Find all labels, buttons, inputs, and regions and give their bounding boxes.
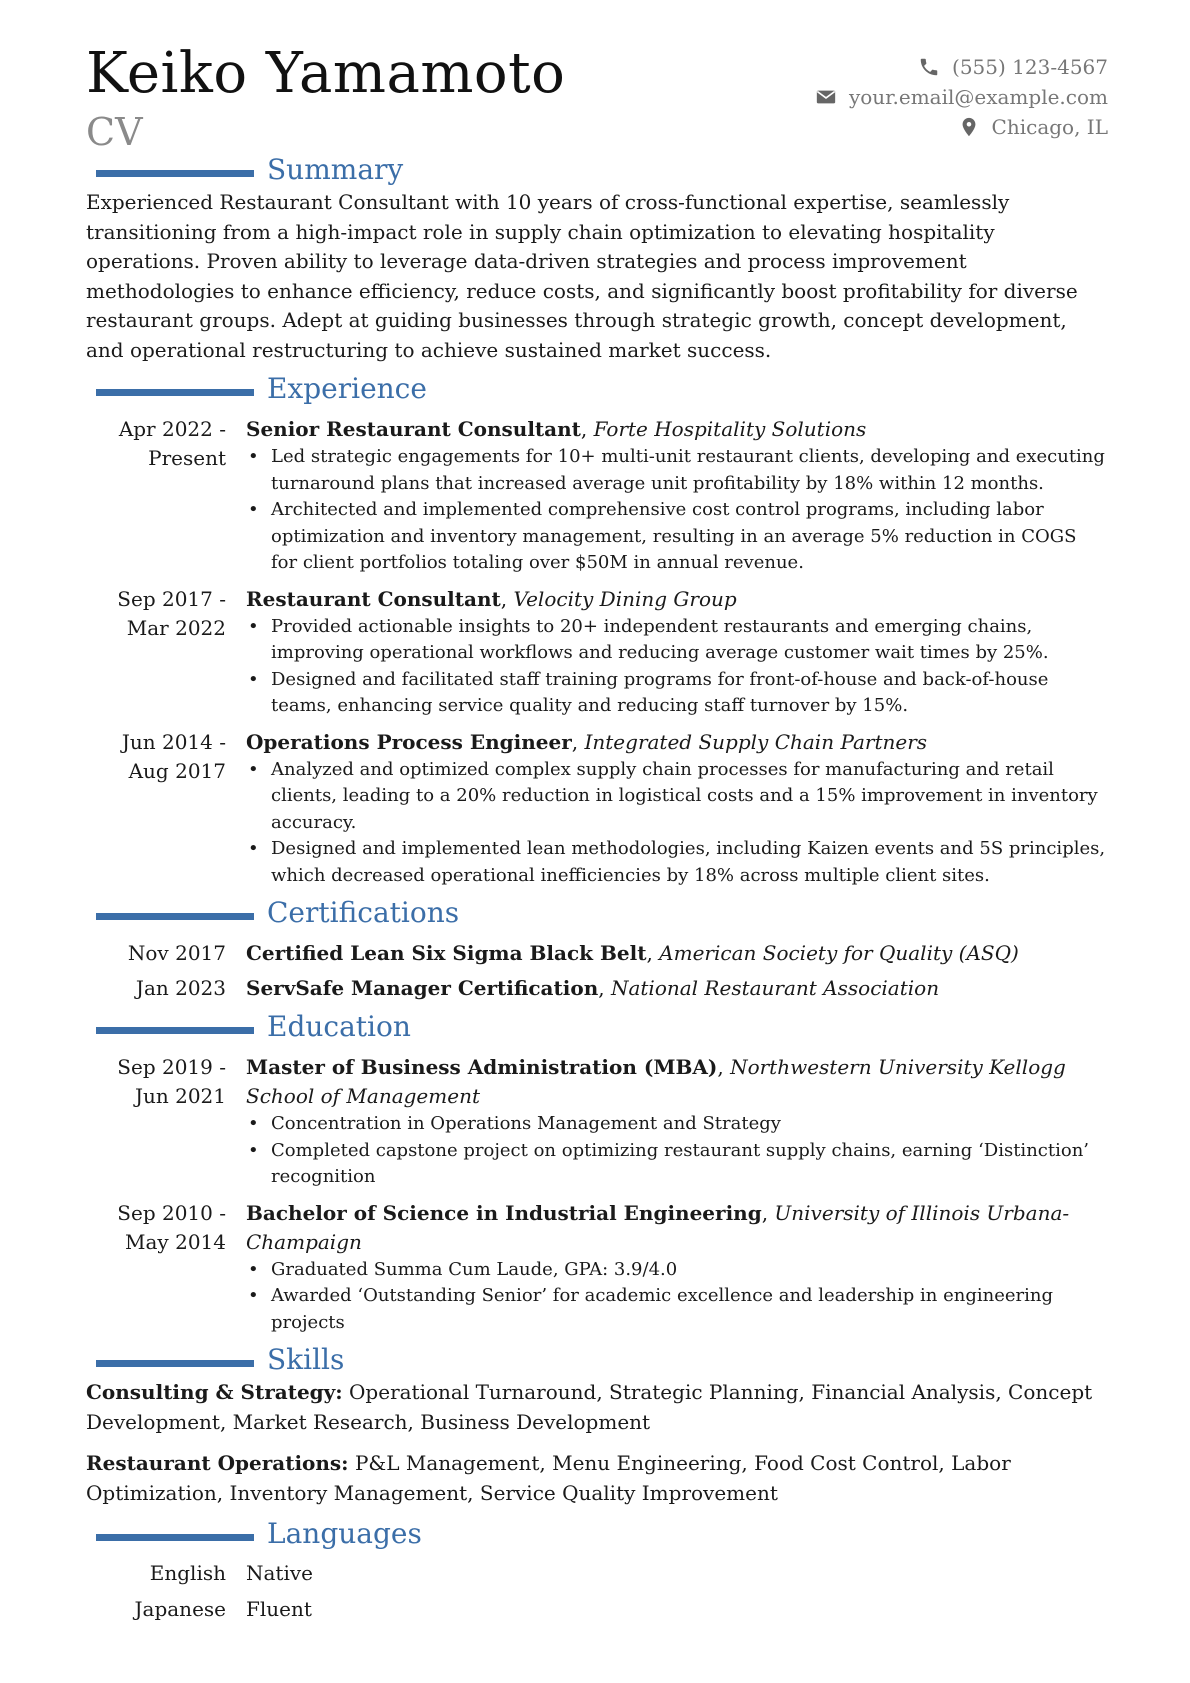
- education-heading: [86, 1010, 1108, 1045]
- skill-group-label: Restaurant Operations:: [86, 1451, 349, 1475]
- entry-date: Sep 2019 - Jun 2021: [117, 1055, 226, 1108]
- entry-body: [246, 939, 1108, 968]
- section-title: Education: [267, 1010, 411, 1043]
- email-text[interactable]: your.email@example.com: [848, 85, 1108, 109]
- certification-entry: [86, 939, 1108, 968]
- employer: Forte Hospitality Solutions: [593, 417, 867, 441]
- degree: Bachelor of Science in Industrial Engineering: [246, 1200, 762, 1225]
- entry-heading: Operations Process Engineer, Integrated Supply Chain Partners: [246, 729, 928, 754]
- experience-heading: [86, 372, 1108, 407]
- contact-location: [815, 112, 1108, 142]
- section-title: Experience: [267, 372, 427, 405]
- experience-entry: [86, 728, 1108, 890]
- languages-heading: [86, 1517, 1108, 1552]
- entry-date: Sep 2010 - May 2014: [117, 1200, 226, 1254]
- entry-date: Nov 2017: [127, 941, 226, 965]
- language-row: [86, 1559, 1108, 1588]
- job-title: Restaurant Consultant: [246, 586, 501, 611]
- person-name: Keiko Yamamoto: [86, 41, 566, 106]
- entry-heading: Master of Business Administration (MBA), Northwestern University Kellogg School of Management: [246, 1055, 1066, 1108]
- entry-body: [246, 1053, 1108, 1191]
- education-entry: [86, 1199, 1108, 1337]
- bullet-list: [246, 614, 1108, 720]
- certifications-heading: [86, 896, 1108, 931]
- employer: Velocity Dining Group: [513, 586, 737, 611]
- skill-group: [86, 1449, 1108, 1508]
- bullet-list: [246, 444, 1108, 577]
- bullet-item: • Led strategic engagements for 10+ multi-unit restaurant clients, developing and executing turnaround plans that increased average unit profitability by 18% within 12 months.: [271, 444, 1108, 497]
- map-pin-icon: [958, 116, 980, 138]
- bullet-list: [246, 757, 1108, 890]
- header: [86, 0, 1108, 152]
- contact-email[interactable]: [815, 82, 1108, 112]
- entry-body: [246, 585, 1108, 720]
- section-bar: [96, 1534, 254, 1541]
- job-title: Senior Restaurant Consultant: [246, 417, 581, 441]
- section-title: Summary: [267, 153, 404, 186]
- location-text: Chicago, IL: [991, 115, 1108, 139]
- skill-group-text: Operational Turnaround, Strategic Planning, Financial Analysis, Concept Development, Market Research, Business Development: [86, 1380, 1093, 1434]
- skill-group: [86, 1378, 1108, 1437]
- certification-entry: [86, 974, 1108, 1003]
- phone-icon: [918, 56, 940, 78]
- bullet-item: • Provided actionable insights to 20+ independent restaurants and emerging chains, improving operational workflows and reducing average customer wait times by 25%.: [271, 614, 1108, 667]
- entry-heading: Senior Restaurant Consultant, Forte Hospitality Solutions: [246, 417, 867, 441]
- contact-phone: [815, 52, 1108, 82]
- entry-heading: ServSafe Manager Certification, National Restaurant Association: [246, 976, 940, 1000]
- summary-heading: [86, 153, 1108, 188]
- language-level: Native: [246, 1561, 313, 1585]
- issuer: American Society for Quality (ASQ): [659, 941, 1019, 965]
- entry-date: Apr 2022 - Present: [118, 417, 226, 470]
- entry-date: Jan 2023: [135, 976, 226, 1000]
- certification-name: ServSafe Manager Certification: [246, 976, 599, 1000]
- experience-entry: [86, 415, 1108, 577]
- envelope-icon: [815, 86, 837, 108]
- section-title: Skills: [267, 1343, 345, 1376]
- phone-text: (555) 123-4567: [952, 55, 1108, 79]
- certification-name: Certified Lean Six Sigma Black Belt: [246, 941, 647, 965]
- section-bar: [96, 913, 254, 920]
- job-title: Operations Process Engineer: [246, 729, 572, 754]
- section-title: Languages: [267, 1517, 422, 1550]
- issuer: National Restaurant Association: [610, 976, 940, 1000]
- school: Northwestern University Kellogg School of Management: [246, 1055, 1066, 1108]
- employer: Integrated Supply Chain Partners: [584, 729, 928, 754]
- language-row: [86, 1595, 1108, 1624]
- language-name: English: [149, 1561, 226, 1585]
- language-level: Fluent: [246, 1597, 312, 1621]
- entry-heading: Bachelor of Science in Industrial Engineering, University of Illinois Urbana-Champaign: [246, 1200, 1070, 1254]
- bullet-item: • Graduated Summa Cum Laude, GPA: 3.9/4.0: [271, 1257, 1108, 1284]
- language-name: Japanese: [134, 1597, 226, 1621]
- bullet-item: • Designed and facilitated staff training programs for front-of-house and back-of-house teams, enhancing service quality and reducing staff turnover by 15%.: [271, 667, 1108, 720]
- bullet-item: • Completed capstone project on optimizing restaurant supply chains, earning ‘Distinction’ recognition: [271, 1138, 1108, 1191]
- skill-group-text: P&L Management, Menu Engineering, Food Cost Control, Labor Optimization, Inventory Management, Service Quality Improvement: [86, 1451, 1011, 1505]
- bullet-item: • Architected and implemented comprehensive cost control programs, including labor optimization and inventory management, resulting in an average 5% reduction in COGS for client portfolios totaling over $50M in annual revenue.: [271, 497, 1108, 577]
- summary-text: Experienced Restaurant Consultant with 10 years of cross-functional expertise, seamlessly transitioning from a high-impact role in supply chain optimization to elevating hospitality operations. Proven ability to leverage data-driven strategies and process improvement methodologies to enhance efficiency, reduce costs, and significantly boost profitability for diverse restaurant groups. Adept at guiding businesses through strategic growth, concept development, and operational restructuring to achieve sustained market success.: [86, 190, 1078, 362]
- experience-entry: [86, 585, 1108, 720]
- bullet-list: [246, 1111, 1108, 1191]
- entry-heading: Certified Lean Six Sigma Black Belt, American Society for Quality (ASQ): [246, 941, 1019, 965]
- bullet-item: • Concentration in Operations Management and Strategy: [271, 1111, 1108, 1138]
- entry-heading: Restaurant Consultant, Velocity Dining Group: [246, 586, 737, 611]
- entry-body: [246, 974, 1108, 1003]
- entry-date: Jun 2014 - Aug 2017: [121, 729, 226, 783]
- entry-body: [246, 728, 1108, 890]
- entry-body: [246, 415, 1108, 577]
- entry-body: [246, 1199, 1108, 1337]
- document-subtitle: CV: [86, 110, 143, 154]
- bullet-item: • Designed and implemented lean methodologies, including Kaizen events and 5S principles, which decreased operational inefficiencies by 18% across multiple client sites.: [271, 836, 1108, 889]
- section-bar: [96, 1360, 254, 1367]
- degree: Master of Business Administration (MBA): [246, 1055, 718, 1079]
- bullet-item: • Analyzed and optimized complex supply chain processes for manufacturing and retail clients, leading to a 20% reduction in logistical costs and a 15% improvement in inventory accuracy.: [271, 757, 1108, 837]
- bullet-item: • Awarded ‘Outstanding Senior’ for academic excellence and leadership in engineering projects: [271, 1283, 1108, 1336]
- section-bar: [96, 389, 254, 396]
- education-entry: [86, 1053, 1108, 1191]
- school: University of Illinois Urbana-Champaign: [246, 1200, 1070, 1254]
- bullet-list: [246, 1257, 1108, 1337]
- skills-heading: [86, 1343, 1108, 1378]
- section-bar: [96, 1027, 254, 1034]
- skill-group-label: Consulting & Strategy:: [86, 1380, 343, 1404]
- section-title: Certifications: [267, 896, 460, 929]
- contact-block: [815, 52, 1108, 142]
- entry-date: Sep 2017 - Mar 2022: [117, 586, 226, 640]
- section-bar: [96, 170, 254, 177]
